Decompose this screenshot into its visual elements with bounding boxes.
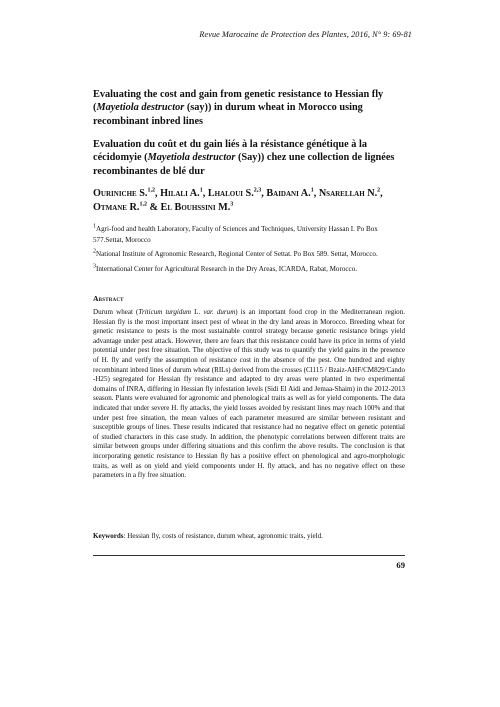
abstract-heading: Abstract	[93, 294, 124, 303]
author-affiliation-mark: 1,2	[139, 201, 147, 208]
footer-rule	[93, 555, 405, 556]
author-separator: ,	[154, 188, 161, 199]
author-separator: ,	[261, 188, 267, 199]
title-en-part1: Evaluating the cost and gain from genetic resistance to Hessian fly (	[93, 89, 384, 114]
affiliation-number: 3	[93, 263, 96, 270]
author-separator: &	[146, 201, 161, 213]
affiliations	[93, 224, 405, 278]
affiliation	[93, 224, 405, 245]
title-en-species: Mayetiola destructor	[96, 102, 185, 114]
affiliation-text: Agri-food and health Laboratory, Faculty of Sciences and Techniques, University Hassan I. Po Box 577.Settat, Morocco	[93, 225, 378, 244]
author-name: El Bouhssini M.	[160, 201, 231, 213]
affiliation-text: International Center for Agricultural Research in the Dry Areas, ICARDA, Rabat, Morocco.	[96, 264, 358, 273]
author	[319, 188, 383, 199]
author-list	[93, 187, 405, 214]
author-separator: ,	[202, 188, 208, 199]
author-separator: ,	[313, 188, 319, 199]
affiliation	[93, 264, 405, 275]
page-number: 69	[396, 560, 405, 570]
abstract-species: Triticum turgidum	[138, 308, 192, 316]
author-name: Baidani A.	[266, 188, 311, 199]
abstract-body	[93, 308, 405, 481]
author	[266, 188, 318, 199]
author-affiliation-mark: 3	[230, 201, 234, 208]
author-name: Nsarellah N.	[318, 188, 378, 199]
author-separator: ,	[380, 188, 383, 199]
affiliation	[93, 249, 405, 260]
author-affiliation-mark: 1,2	[147, 187, 155, 194]
author	[160, 188, 208, 199]
abstract-lead: Durum wheat (	[93, 308, 139, 316]
author-name: Ouriniche S.	[93, 188, 148, 199]
author-affiliation-mark: 2	[377, 187, 381, 194]
title-english	[93, 88, 405, 128]
title-en-part2: (say)) in durum wheat in Morocco using recombinant inbred lines	[93, 102, 363, 127]
keywords-text: : Hessian fly, costs of resistance, durum wheat, agronomic traits, yield.	[123, 532, 323, 540]
affiliation-text: National Institute of Agronomic Research, Regional Center of Settat. Po Box 589. Settat, Morocco.	[96, 250, 378, 259]
author-affiliation-mark: 2,3	[253, 187, 262, 194]
author	[161, 202, 234, 213]
author-name: Lhaloui S.	[207, 188, 254, 199]
keywords-label: Keywords	[93, 532, 124, 540]
author	[208, 188, 267, 199]
title-french	[93, 138, 405, 178]
author-name: Otmane R.	[93, 201, 140, 213]
abstract-variety: var. durum	[203, 308, 236, 316]
keywords	[93, 532, 405, 542]
title-fr-part1: Evaluation du coût et du gain liés à la résistance génétique à la cécidomyie (	[93, 139, 368, 164]
author-affiliation-mark: 1	[199, 187, 203, 194]
running-head: Revue Marocaine de Protection des Plantes, 2016, N° 9: 69-81	[199, 30, 412, 39]
abstract-mid: L.	[191, 308, 204, 316]
affiliation-number: 2	[93, 248, 96, 255]
author	[93, 188, 160, 199]
author	[93, 202, 161, 213]
title-fr-species: Mayetiola destructor	[147, 152, 236, 164]
author-affiliation-mark: 1	[310, 187, 314, 194]
author-name: Hilali A.	[160, 188, 200, 199]
title-fr-part2: (Say)) chez une collection de lignées recombinantes de blé dur	[93, 152, 395, 177]
affiliation-number: 1	[93, 223, 96, 230]
abstract-text: ) is an important food crop in the Mediterranean region. Hessian fly is the most important insect pest of wheat in the dry land areas in Morocco. Breeding wheat for genetic resistance to pests is the most sustainable control strategy because genetic resistance brings yield advantage under pest attack. However, there are fears that this resistance could have its price in terms of yield potential under pest free situation. The objective of this study was to quantify the yield gains in the presence of H. fly and verify the assumption of resistance cost in the absence of the pest. One hundred and eighty recombinant inbred lines of durum wheat (RILs) derived from the crosses (Cl115 / Bzaiz-AHF/CM829/Cando -H25) segregated for Hessian fly resistance and adapted to dry areas were planted in two experimental domains of INRA, differing in Hessian fly infestation levels (Sidi El Aidi and Jemaa-Shaim) in the 2012-2013 season. Plants were evaluated for agronomic and phenological traits as well as for yield components. The data indicated that under severe H. fly attacks, the yield losses avoided by resistant lines may reach 100% and that under pest free situation, the mean values of each parameter measured are similar between resistant and susceptible groups of lines. These results indicated that resistance had no negative effect on genetic potential of studied characters in this case study. In addition, the phenotypic correlations between different traits are similar between groups under differing situations and this confirm the above results. The conclusion is that incorporating genetic resistance to Hessian fly has a positive effect on phenological and agro-morphologic traits, as well as on yield and yield components under H. fly attack, and has no negative effect on these parameters in a fly free situation.	[93, 308, 405, 480]
